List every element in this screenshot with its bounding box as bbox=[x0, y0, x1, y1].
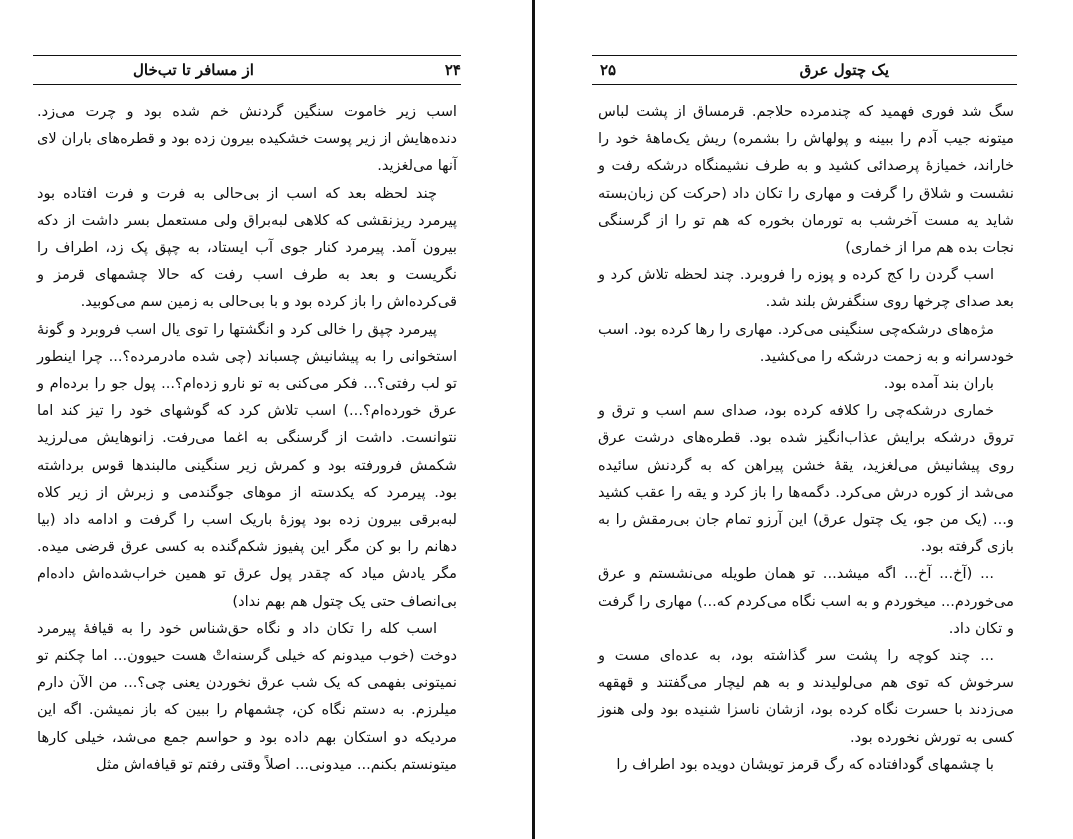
right-running-title: یک چتول عرق bbox=[799, 61, 889, 79]
paragraph: اسب زیر خاموت سنگین گردنش خم شده بود و چرت می‌زد. دنده‌هایش از زیر پوست خشکیده بیرون زده بود و قطره‌های باران لای آنها می‌لغزید. bbox=[37, 103, 457, 175]
right-page-number: ۲۵ bbox=[600, 61, 617, 79]
right-page-body bbox=[598, 98, 1014, 778]
paragraph: ... (آخ... آخ... اگه میشد... تو همان طویله می‌نشستم و عرق می‌خوردم... میخوردم و به اسب نگاه می‌کردم که...) مهاری را گرفت و تکان داد. bbox=[598, 565, 1014, 637]
left-running-title: از مسافر تا تب‌خال bbox=[133, 61, 254, 79]
left-page-number: ۲۴ bbox=[444, 61, 461, 79]
paragraph: اسب کله را تکان داد و نگاه حق‌شناس خود را به قیافهٔ پیرمرد دوخت (خوب میدونم که خیلی گرسنه‌اتْ هست حیوون... اما چکنم تو نمیتونی بفهمی که یک شب عرق نخوردن یعنی چی؟... من الآن دارم میلرزم. به دستم نگاه کن، چشمهام را ببین که باز نمیشن. اگه این مردیکه دو استکان بهم داده بود و حواسم جمع می‌شد، خیلی کارها میتونستم بکنم... میدونی... اصلاً وقتی رفتم تو قیافه‌اش مثل bbox=[37, 619, 457, 773]
paragraph: مژه‌های درشکه‌چی سنگینی می‌کرد. مهاری را رها کرده بود. اسب خودسرانه و به زحمت درشکه را می‌کشید. bbox=[598, 320, 1014, 365]
paragraph: چند لحظه بعد که اسب از بی‌حالی به فرت و فرت افتاده بود پیرمرد ریزنقشی که کلاهی لبه‌براق ولی مستعمل بسر داشت از دکه بیرون آمد. پیرمرد کنار جوی آب ایستاد، به چپق پک زد، اطراف را نگریست و بعد به طرف اسب رفت که حالا چشمهای قرمز و قی‌کرده‌اش را باز کرده بود و با بی‌حالی به زمین سم می‌کوبید. bbox=[37, 184, 457, 311]
paragraph: خماری درشکه‌چی را کلافه کرده بود، صدای سم اسب و ترق و تروق درشکه برایش عذاب‌انگیز شده بود. قطره‌های درشت عرق روی پیشانیش می‌لغزید، یقهٔ خشن پیراهن که به گردنش سائیده می‌شد از کوره درش می‌کرد. دگمه‌ها را باز کرد و یقه را عقب کشید و... (یک من جو، یک چتول عرق) این آرزو تمام جان بی‌رمقش را به بازی گرفته بود. bbox=[598, 402, 1014, 556]
right-page-header bbox=[592, 55, 1017, 85]
right-page bbox=[540, 0, 1073, 839]
left-page-header bbox=[33, 55, 461, 85]
book-spine bbox=[532, 0, 535, 839]
paragraph: با چشمهای گودافتاده که رگ قرمز تویشان دویده بود اطراف را bbox=[616, 755, 994, 773]
paragraph: باران بند آمده بود. bbox=[883, 375, 994, 393]
paragraph: اسب گردن را کج کرده و پوزه را فروبرد. چند لحظه تلاش کرد و بعد صدای چرخها روی سنگفرش بلند شد. bbox=[598, 266, 1014, 311]
paragraph: پیرمرد چپق را خالی کرد و انگشتها را توی یال اسب فروبرد و گونهٔ استخوانی را به پیشانیش چسباند (چی شده مادرمرده؟... چرا اینطور تو لب رفتی؟... فکر می‌کنی به تو نارو زده‌ام؟... پول جو را برده‌ام و عرق خورده‌ام؟...) اسب تلاش کرد که گوشهای خود را تیز کند اما نتوانست. داشت از گرسنگی به اغما می‌رفت. زانوهایش می‌لرزید شکمش فرورفته بود و کمرش زیر سنگینی مالبندها قوس برداشته بود. پیرمرد که یکدسته از موهای جوگندمی و زبرش از زیر کلاه لبه‌برقی بیرون زده بود پوزهٔ باریک اسب را گرفت و ادامه داد (بیا دهانم را بو کن مگر این پفیوز شکم‌گنده به کسی عرق قرضی میده. مگر یادش میاد که چقدر پول عرق تو همین خراب‌شده‌اش داده‌ام بی‌انصاف حتی یک چتول هم بهم نداد) bbox=[37, 320, 457, 610]
left-page bbox=[0, 0, 533, 839]
left-page-body bbox=[37, 98, 457, 778]
paragraph: سگ شد فوری فهمید که چندمرده حلاجم. قرمساق از پشت لباس میتونه جیب آدم را ببینه و پولهاش را بشمره) ریش یک‌ماههٔ خود را خاراند، خمیازهٔ پرصدائی کشید و به طرف نشیمنگاه درشکه رفت و نشست و شلاق را گرفت و مهاری را تکان داد (حرکت کن زبان‌بسته شاید یه مست آخرشب به تورمان بخوره که هم تو را از گرسنگی نجات بده هم مرا از خماری) bbox=[598, 103, 1014, 257]
paragraph: ... چند کوچه را پشت سر گذاشته بود، به عده‌ای مست و سرخوش که توی هم می‌لولیدند و به هم لیچار می‌گفتند و قهقهه می‌زدند با حسرت نگاه کرده بود، ازشان ناسزا شنیده بود ولی هنوز کسی به تورش نخورده بود. bbox=[598, 647, 1014, 746]
